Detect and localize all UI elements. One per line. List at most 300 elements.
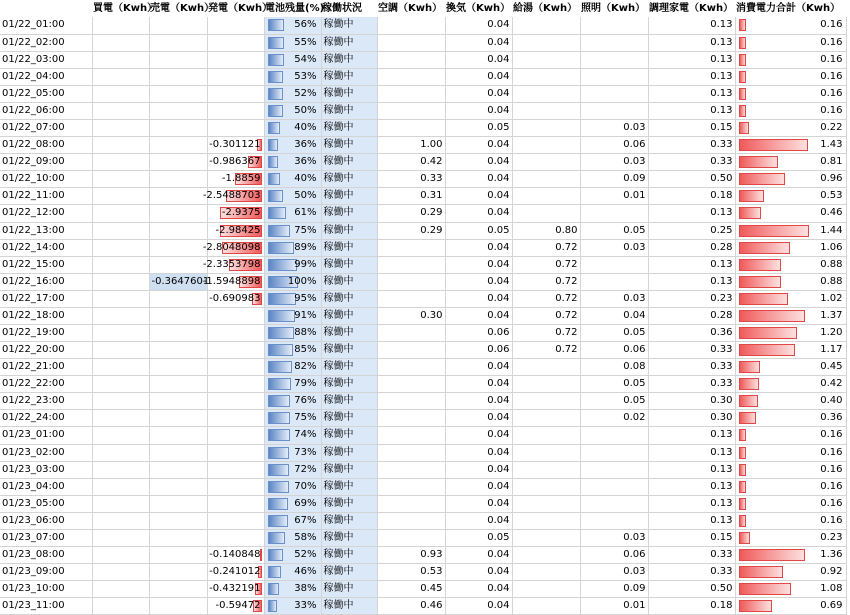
cell-ac[interactable] [377,102,445,119]
cell-vent[interactable]: 0.04 [445,85,512,102]
cell-cook[interactable]: 0.13 [648,205,735,222]
cell-gen[interactable] [207,529,264,546]
cell-ac[interactable] [377,17,445,34]
cell-light[interactable]: 0.06 [580,547,648,564]
cell-gen[interactable] [207,137,264,154]
cell-time[interactable]: 01/22_07:00 [0,120,92,137]
cell-vent[interactable]: 0.04 [445,205,512,222]
cell-water[interactable]: 0.72 [512,342,580,359]
cell-status[interactable]: 稼働中 [321,581,377,598]
cell-cook[interactable]: 0.50 [648,581,735,598]
cell-light[interactable]: 0.05 [580,376,648,393]
cell-gen[interactable] [207,410,264,427]
cell-gen[interactable] [207,376,264,393]
cell-light[interactable] [580,461,648,478]
cell-vent[interactable]: 0.04 [445,68,512,85]
cell-buy[interactable] [92,137,149,154]
cell-sell[interactable] [149,478,207,495]
cell-water[interactable] [512,85,580,102]
cell-battery[interactable] [264,529,321,546]
cell-battery[interactable] [264,51,321,68]
cell-time[interactable]: 01/23_09:00 [0,564,92,581]
cell-buy[interactable] [92,120,149,137]
cell-water[interactable] [512,171,580,188]
cell-battery[interactable] [264,256,321,273]
cell-total[interactable] [735,410,846,427]
cell-battery[interactable] [264,290,321,307]
cell-sell[interactable] [149,529,207,546]
cell-ac[interactable] [377,529,445,546]
cell-light[interactable]: 0.03 [580,290,648,307]
cell-buy[interactable] [92,239,149,256]
cell-ac[interactable] [377,290,445,307]
cell-water[interactable] [512,427,580,444]
header-time[interactable] [0,0,92,17]
cell-sell[interactable] [149,256,207,273]
cell-ac[interactable]: 0.93 [377,547,445,564]
cell-status[interactable]: 稼働中 [321,290,377,307]
cell-total[interactable] [735,581,846,598]
cell-status[interactable]: 稼働中 [321,102,377,119]
cell-gen[interactable] [202,188,264,205]
cell-vent[interactable]: 0.06 [445,342,512,359]
header-gen[interactable]: 発電（Kwh） [208,2,273,14]
cell-ac[interactable]: 0.30 [377,307,445,324]
cell-buy[interactable] [92,222,149,239]
cell-light[interactable]: 0.03 [580,564,648,581]
header-cook[interactable]: 調理家電（Kwh） [649,2,734,14]
cell-buy[interactable] [92,188,149,205]
cell-gen[interactable] [202,273,264,290]
cell-water[interactable]: 0.72 [512,307,580,324]
cell-buy[interactable] [92,359,149,376]
cell-cook[interactable]: 0.13 [648,17,735,34]
cell-status[interactable]: 稼働中 [321,137,377,154]
cell-ac[interactable] [377,85,445,102]
cell-buy[interactable] [92,324,149,341]
cell-light[interactable]: 0.09 [580,171,648,188]
cell-battery[interactable] [264,102,321,119]
cell-gen[interactable] [207,154,264,171]
cell-buy[interactable] [92,512,149,529]
cell-sell[interactable] [149,273,210,290]
cell-gen[interactable] [207,512,264,529]
cell-light[interactable]: 0.01 [580,598,648,615]
cell-buy[interactable] [92,290,149,307]
cell-total[interactable] [735,478,846,495]
cell-vent[interactable]: 0.05 [445,222,512,239]
cell-vent[interactable]: 0.04 [445,444,512,461]
cell-status[interactable]: 稼働中 [321,273,377,290]
cell-vent[interactable]: 0.04 [445,171,512,188]
header-ac[interactable]: 空調（Kwh） [378,2,443,14]
cell-time[interactable]: 01/23_04:00 [0,478,92,495]
cell-vent[interactable]: 0.05 [445,529,512,546]
cell-battery[interactable] [264,359,321,376]
header-total[interactable]: 消費電力合計（Kwh） [736,2,841,14]
cell-cook[interactable]: 0.28 [648,307,735,324]
cell-time[interactable]: 01/22_22:00 [0,376,92,393]
cell-water[interactable] [512,188,580,205]
cell-status[interactable]: 稼働中 [321,324,377,341]
cell-total[interactable] [735,427,846,444]
cell-cook[interactable]: 0.13 [648,427,735,444]
cell-status[interactable]: 稼働中 [321,547,377,564]
cell-status[interactable]: 稼働中 [321,205,377,222]
cell-total[interactable] [735,547,846,564]
cell-light[interactable] [580,478,648,495]
cell-water[interactable] [512,410,580,427]
cell-buy[interactable] [92,102,149,119]
cell-status[interactable]: 稼働中 [321,188,377,205]
cell-status[interactable]: 稼働中 [321,444,377,461]
cell-battery[interactable] [264,222,321,239]
cell-gen[interactable] [207,547,264,564]
cell-gen[interactable] [207,564,264,581]
cell-total[interactable] [735,444,846,461]
cell-gen[interactable] [207,444,264,461]
cell-ac[interactable] [377,461,445,478]
cell-gen[interactable] [207,222,264,239]
cell-status[interactable]: 稼働中 [321,376,377,393]
cell-ac[interactable]: 0.33 [377,171,445,188]
cell-status[interactable]: 稼働中 [321,307,377,324]
cell-cook[interactable]: 0.28 [648,239,735,256]
cell-gen[interactable] [207,598,264,615]
cell-battery[interactable] [264,324,321,341]
cell-vent[interactable]: 0.04 [445,137,512,154]
cell-vent[interactable]: 0.04 [445,188,512,205]
cell-total[interactable] [735,68,846,85]
cell-ac[interactable]: 0.46 [377,598,445,615]
cell-time[interactable]: 01/23_11:00 [0,598,92,615]
cell-gen[interactable] [207,478,264,495]
cell-buy[interactable] [92,461,149,478]
cell-buy[interactable] [92,17,149,34]
cell-time[interactable]: 01/22_19:00 [0,324,92,341]
cell-time[interactable]: 01/23_10:00 [0,581,92,598]
cell-battery[interactable] [264,171,321,188]
cell-battery[interactable] [264,427,321,444]
cell-battery[interactable] [264,239,321,256]
cell-ac[interactable]: 0.45 [377,581,445,598]
cell-light[interactable] [580,102,648,119]
cell-battery[interactable] [264,444,321,461]
cell-battery[interactable] [264,68,321,85]
cell-time[interactable]: 01/23_05:00 [0,495,92,512]
cell-ac[interactable] [377,342,445,359]
cell-ac[interactable] [377,359,445,376]
cell-light[interactable]: 0.08 [580,359,648,376]
cell-sell[interactable] [149,68,207,85]
cell-time[interactable]: 01/23_07:00 [0,529,92,546]
cell-buy[interactable] [92,529,149,546]
cell-battery[interactable] [264,581,321,598]
header-status[interactable]: 稼働状況 [322,2,362,14]
cell-cook[interactable]: 0.33 [648,137,735,154]
cell-water[interactable] [512,444,580,461]
cell-water[interactable]: 0.72 [512,256,580,273]
cell-time[interactable]: 01/22_08:00 [0,137,92,154]
cell-time[interactable]: 01/22_02:00 [0,34,92,51]
cell-sell[interactable] [149,34,207,51]
cell-cook[interactable]: 0.13 [648,102,735,119]
cell-battery[interactable] [264,120,321,137]
cell-light[interactable]: 0.03 [580,154,648,171]
cell-vent[interactable]: 0.04 [445,393,512,410]
cell-buy[interactable] [92,205,149,222]
cell-vent[interactable]: 0.04 [445,51,512,68]
cell-buy[interactable] [92,427,149,444]
cell-vent[interactable]: 0.04 [445,17,512,34]
cell-buy[interactable] [92,68,149,85]
cell-ac[interactable]: 0.29 [377,205,445,222]
cell-vent[interactable]: 0.04 [445,102,512,119]
cell-cook[interactable]: 0.13 [648,51,735,68]
cell-sell[interactable] [149,581,207,598]
cell-time[interactable]: 01/23_03:00 [0,461,92,478]
cell-ac[interactable] [377,495,445,512]
cell-battery[interactable] [264,393,321,410]
cell-gen[interactable] [207,17,264,34]
cell-water[interactable]: 0.72 [512,273,580,290]
cell-status[interactable]: 稼働中 [321,478,377,495]
cell-sell[interactable] [149,17,207,34]
cell-cook[interactable]: 0.33 [648,154,735,171]
cell-vent[interactable]: 0.04 [445,564,512,581]
cell-time[interactable]: 01/22_23:00 [0,393,92,410]
cell-total[interactable] [735,495,846,512]
cell-vent[interactable]: 0.04 [445,273,512,290]
cell-battery[interactable] [264,307,321,324]
cell-cook[interactable]: 0.13 [648,85,735,102]
cell-water[interactable] [512,581,580,598]
cell-time[interactable]: 01/22_03:00 [0,51,92,68]
cell-ac[interactable] [377,478,445,495]
cell-status[interactable]: 稼働中 [321,342,377,359]
cell-vent[interactable]: 0.04 [445,461,512,478]
cell-gen[interactable] [207,495,264,512]
cell-status[interactable]: 稼働中 [321,512,377,529]
cell-sell[interactable] [149,427,207,444]
cell-cook[interactable]: 0.30 [648,393,735,410]
cell-vent[interactable]: 0.04 [445,256,512,273]
cell-vent[interactable]: 0.04 [445,410,512,427]
cell-time[interactable]: 01/22_18:00 [0,307,92,324]
cell-time[interactable]: 01/22_05:00 [0,85,92,102]
cell-ac[interactable]: 0.53 [377,564,445,581]
cell-sell[interactable] [149,598,207,615]
cell-gen[interactable] [207,120,264,137]
cell-vent[interactable]: 0.04 [445,359,512,376]
cell-buy[interactable] [92,51,149,68]
cell-ac[interactable] [377,273,445,290]
cell-battery[interactable] [264,478,321,495]
cell-light[interactable]: 0.09 [580,581,648,598]
cell-gen[interactable] [207,51,264,68]
cell-water[interactable]: 0.72 [512,324,580,341]
cell-light[interactable]: 0.05 [580,222,648,239]
cell-battery[interactable] [264,137,321,154]
cell-buy[interactable] [92,393,149,410]
cell-buy[interactable] [92,376,149,393]
cell-gen[interactable] [207,393,264,410]
cell-time[interactable]: 01/22_09:00 [0,154,92,171]
cell-ac[interactable] [377,324,445,341]
cell-water[interactable]: 0.72 [512,239,580,256]
cell-battery[interactable] [264,547,321,564]
cell-vent[interactable]: 0.04 [445,495,512,512]
cell-buy[interactable] [92,85,149,102]
cell-total[interactable] [735,461,846,478]
cell-light[interactable] [580,273,648,290]
cell-water[interactable] [512,598,580,615]
cell-total[interactable] [735,154,846,171]
cell-status[interactable]: 稼働中 [321,461,377,478]
cell-status[interactable]: 稼働中 [321,564,377,581]
cell-light[interactable]: 0.01 [580,188,648,205]
cell-light[interactable] [580,205,648,222]
cell-vent[interactable]: 0.04 [445,376,512,393]
cell-sell[interactable] [149,120,207,137]
cell-ac[interactable]: 1.00 [377,137,445,154]
cell-battery[interactable] [264,205,321,222]
cell-status[interactable]: 稼働中 [321,256,377,273]
cell-buy[interactable] [92,171,149,188]
cell-total[interactable] [735,85,846,102]
cell-buy[interactable] [92,547,149,564]
cell-status[interactable]: 稼働中 [321,410,377,427]
cell-total[interactable] [735,102,846,119]
cell-sell[interactable] [149,222,207,239]
cell-ac[interactable]: 0.42 [377,154,445,171]
cell-sell[interactable] [149,342,207,359]
cell-cook[interactable]: 0.33 [648,376,735,393]
cell-water[interactable] [512,68,580,85]
cell-water[interactable] [512,137,580,154]
cell-ac[interactable] [377,34,445,51]
cell-ac[interactable] [377,393,445,410]
header-buy[interactable]: 買電（Kwh） [93,2,158,14]
cell-total[interactable] [735,188,846,205]
cell-status[interactable]: 稼働中 [321,427,377,444]
cell-status[interactable]: 稼働中 [321,222,377,239]
cell-time[interactable]: 01/22_15:00 [0,256,92,273]
cell-sell[interactable] [149,410,207,427]
header-sell[interactable]: 売電（Kwh） [150,2,215,14]
cell-battery[interactable] [264,17,321,34]
cell-sell[interactable] [149,188,207,205]
cell-ac[interactable] [377,256,445,273]
cell-time[interactable]: 01/22_12:00 [0,205,92,222]
cell-light[interactable]: 0.03 [580,529,648,546]
cell-sell[interactable] [149,154,207,171]
cell-buy[interactable] [92,307,149,324]
cell-ac[interactable] [377,410,445,427]
cell-total[interactable] [735,376,846,393]
cell-light[interactable] [580,256,648,273]
cell-battery[interactable] [264,85,321,102]
cell-total[interactable] [735,120,846,137]
cell-time[interactable]: 01/22_20:00 [0,342,92,359]
cell-time[interactable]: 01/22_21:00 [0,359,92,376]
cell-battery[interactable] [264,564,321,581]
cell-cook[interactable]: 0.13 [648,495,735,512]
cell-cook[interactable]: 0.13 [648,256,735,273]
cell-total[interactable] [735,307,846,324]
cell-water[interactable] [512,17,580,34]
cell-gen[interactable] [207,34,264,51]
cell-vent[interactable]: 0.04 [445,581,512,598]
cell-gen[interactable] [207,85,264,102]
cell-vent[interactable]: 0.04 [445,290,512,307]
cell-ac[interactable] [377,427,445,444]
cell-buy[interactable] [92,581,149,598]
cell-water[interactable] [512,359,580,376]
cell-total[interactable] [735,359,846,376]
cell-gen[interactable] [207,171,264,188]
cell-gen[interactable] [207,324,264,341]
cell-water[interactable] [512,205,580,222]
cell-water[interactable] [512,393,580,410]
cell-sell[interactable] [149,376,207,393]
cell-cook[interactable]: 0.13 [648,512,735,529]
cell-buy[interactable] [92,495,149,512]
cell-buy[interactable] [92,342,149,359]
cell-light[interactable] [580,68,648,85]
cell-battery[interactable] [264,376,321,393]
cell-battery[interactable] [264,495,321,512]
cell-sell[interactable] [149,239,207,256]
cell-cook[interactable]: 0.33 [648,547,735,564]
cell-status[interactable]: 稼働中 [321,598,377,615]
cell-light[interactable]: 0.03 [580,239,648,256]
cell-vent[interactable]: 0.04 [445,547,512,564]
cell-sell[interactable] [149,205,207,222]
cell-total[interactable] [735,171,846,188]
cell-sell[interactable] [149,495,207,512]
cell-cook[interactable]: 0.33 [648,564,735,581]
cell-cook[interactable]: 0.13 [648,68,735,85]
cell-total[interactable] [735,512,846,529]
cell-gen[interactable] [207,307,264,324]
cell-time[interactable]: 01/22_14:00 [0,239,92,256]
cell-battery[interactable] [264,154,321,171]
cell-water[interactable] [512,512,580,529]
cell-time[interactable]: 01/22_13:00 [0,222,92,239]
cell-ac[interactable] [377,120,445,137]
cell-ac[interactable] [377,239,445,256]
cell-vent[interactable]: 0.05 [445,120,512,137]
cell-vent[interactable]: 0.04 [445,478,512,495]
cell-battery[interactable] [264,188,321,205]
cell-water[interactable] [512,102,580,119]
cell-time[interactable]: 01/22_01:00 [0,17,92,34]
cell-gen[interactable] [207,581,264,598]
cell-total[interactable] [735,222,846,239]
cell-battery[interactable] [264,461,321,478]
cell-gen[interactable] [207,290,264,307]
cell-sell[interactable] [149,461,207,478]
cell-cook[interactable]: 0.36 [648,324,735,341]
cell-status[interactable]: 稼働中 [321,17,377,34]
cell-gen[interactable] [202,239,264,256]
cell-time[interactable]: 01/22_10:00 [0,171,92,188]
cell-status[interactable]: 稼働中 [321,68,377,85]
cell-light[interactable]: 0.05 [580,324,648,341]
cell-cook[interactable]: 0.30 [648,410,735,427]
cell-water[interactable] [512,34,580,51]
